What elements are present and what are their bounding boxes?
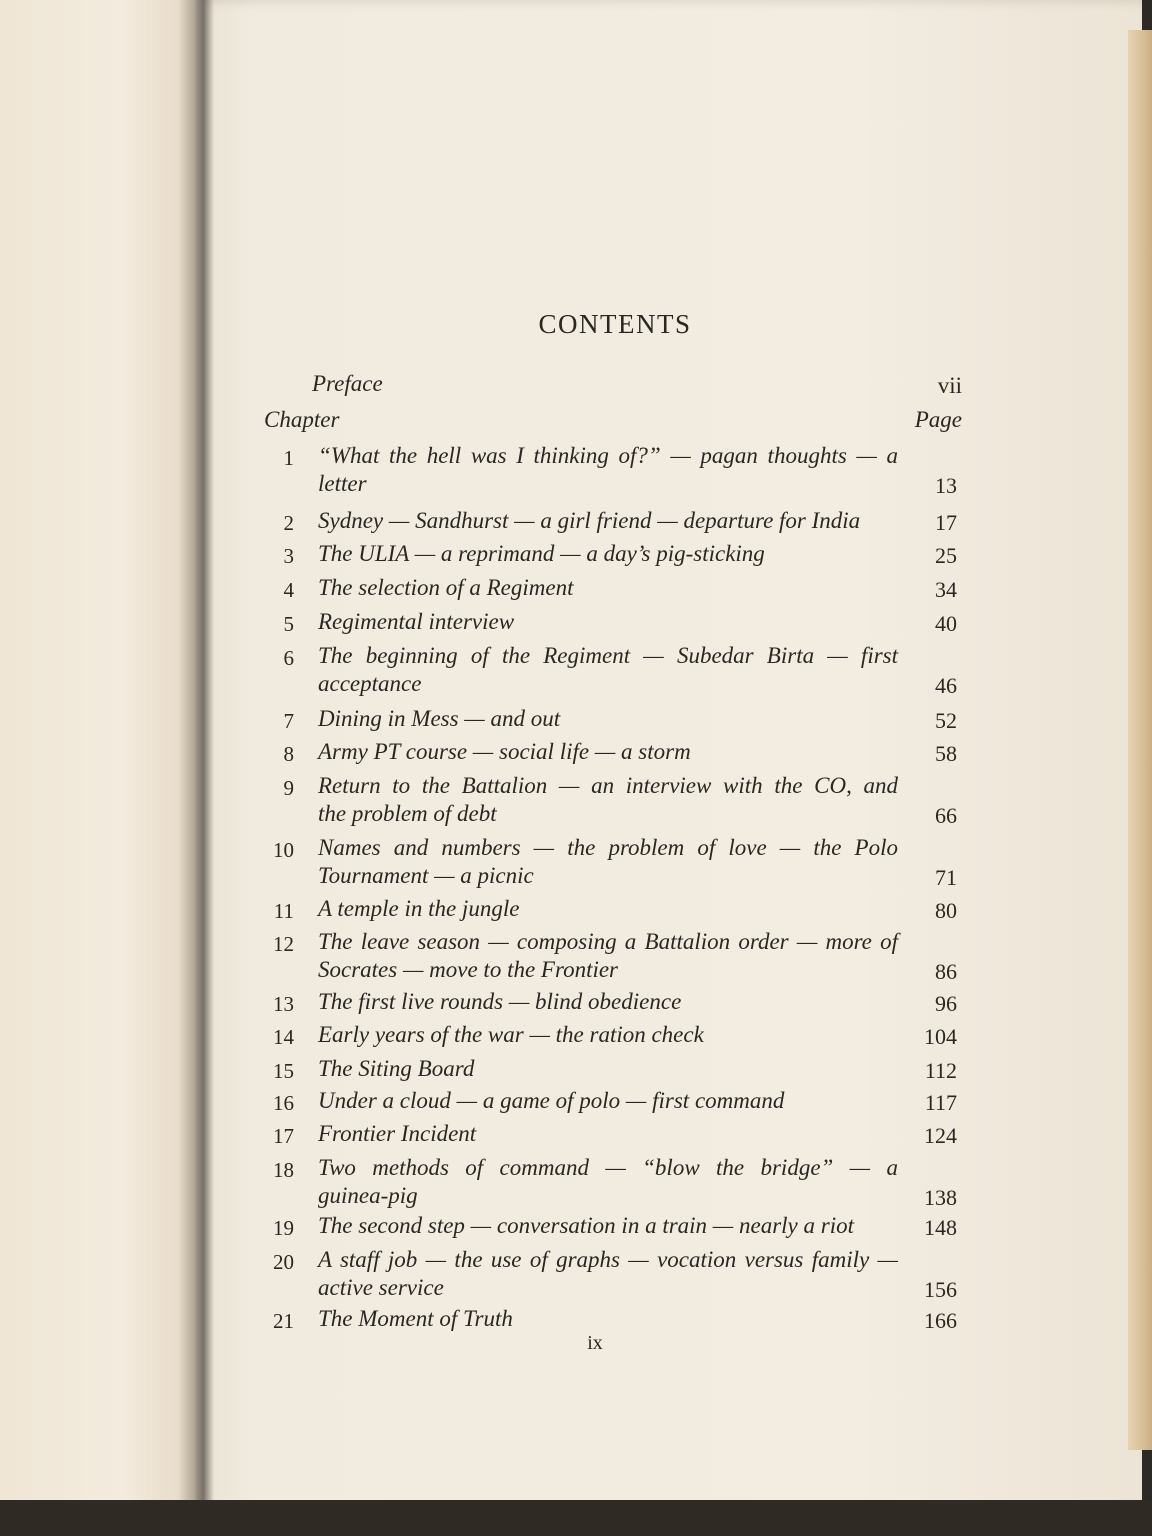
chapter-title: The leave season — composing a Battalion order — more of (318, 929, 898, 954)
chapter-page-number: 104 (924, 1024, 957, 1049)
chapter-number: 15 (273, 1059, 294, 1083)
chapter-number: 5 (283, 612, 294, 636)
preface-label: Preface (312, 371, 383, 396)
chapter-title: Early years of the war — the ration check (318, 1022, 704, 1047)
chapter-number: 18 (273, 1158, 294, 1182)
chapter-title: The Siting Board (318, 1056, 475, 1081)
chapter-page-number: 117 (924, 1090, 957, 1115)
chapter-number: 17 (273, 1124, 294, 1148)
chapter-page-number: 52 (935, 708, 957, 733)
chapter-number: 1 (283, 446, 294, 470)
chapter-page-number: 96 (935, 991, 957, 1016)
chapter-title: Two methods of command — “blow the bridge” — a (318, 1155, 898, 1180)
contents-heading: CONTENTS (538, 309, 692, 339)
chapter-title: The ULIA — a reprimand — a day’s pig-sticking (318, 541, 765, 566)
chapter-number: 11 (273, 899, 294, 923)
chapter-title: A temple in the jungle (318, 896, 520, 921)
chapter-title: The Moment of Truth (318, 1306, 513, 1331)
preface-page: vii (937, 373, 962, 398)
chapter-number: 2 (283, 511, 294, 535)
chapter-page-number: 58 (935, 741, 957, 766)
chapter-page-number: 80 (935, 898, 957, 923)
chapter-title: acceptance (318, 671, 422, 696)
chapter-title: Sydney — Sandhurst — a girl friend — departure for India (318, 508, 861, 533)
chapter-title: The first live rounds — blind obedience (318, 989, 682, 1014)
chapter-page-number: 40 (935, 611, 957, 636)
chapter-number: 20 (273, 1250, 294, 1274)
chapter-title: Frontier Incident (318, 1121, 477, 1146)
chapter-title: active service (318, 1275, 444, 1300)
chapter-number: 8 (283, 742, 294, 766)
chapter-page-number: 124 (924, 1123, 957, 1148)
chapter-page-number: 13 (935, 473, 957, 498)
page-column-header: Page (914, 407, 962, 432)
chapter-number: 3 (283, 544, 294, 568)
chapter-page-number: 25 (935, 543, 957, 568)
chapter-page-number: 138 (924, 1185, 957, 1210)
chapter-title: Tournament — a picnic (318, 863, 534, 888)
chapter-page-number: 34 (935, 577, 957, 602)
chapter-title: The beginning of the Regiment — Subedar Birta — first (318, 643, 898, 668)
chapter-title: The second step — conversation in a train — nearly a riot (318, 1213, 854, 1238)
page-folio: ix (587, 1332, 603, 1354)
chapter-title: “What the hell was I thinking of?” — pagan thoughts — a (318, 443, 898, 468)
chapter-title: Return to the Battalion — an interview with the CO, and (318, 773, 898, 798)
chapter-page-number: 17 (935, 510, 957, 535)
chapter-page-number: 66 (935, 803, 957, 828)
chapter-title: the problem of debt (318, 801, 497, 826)
chapter-number: 7 (283, 709, 294, 733)
chapter-title: letter (318, 471, 367, 496)
chapter-number: 16 (273, 1091, 294, 1115)
chapter-title: The selection of a Regiment (318, 575, 574, 600)
chapter-number: 19 (273, 1216, 294, 1240)
chapter-title: Regimental interview (318, 609, 515, 634)
chapter-number: 21 (273, 1309, 294, 1333)
chapter-number: 12 (273, 932, 294, 956)
chapter-title: guinea-pig (318, 1183, 418, 1208)
chapter-page-number: 86 (935, 959, 957, 984)
chapter-title: Under a cloud — a game of polo — first command (318, 1088, 785, 1113)
chapter-title: Army PT course — social life — a storm (318, 739, 691, 764)
chapter-number: 6 (283, 646, 294, 670)
chapter-title: Names and numbers — the problem of love — the Polo (318, 835, 898, 860)
chapter-page-number: 112 (924, 1058, 957, 1083)
chapter-page-number: 148 (924, 1215, 957, 1240)
chapter-number: 9 (283, 776, 294, 800)
chapter-column-header: Chapter (264, 407, 340, 432)
chapter-title: Dining in Mess — and out (318, 706, 561, 731)
chapter-page-number: 71 (935, 865, 957, 890)
chapter-page-number: 166 (924, 1308, 957, 1333)
chapter-title: A staff job — the use of graphs — vocation versus family — (318, 1247, 898, 1272)
chapter-page-number: 156 (924, 1277, 957, 1302)
chapter-number: 10 (273, 838, 294, 862)
chapter-number: 4 (283, 578, 294, 602)
chapter-title: Socrates — move to the Frontier (318, 957, 619, 982)
chapter-page-number: 46 (935, 673, 957, 698)
chapter-number: 14 (273, 1025, 294, 1049)
chapter-number: 13 (273, 992, 294, 1016)
